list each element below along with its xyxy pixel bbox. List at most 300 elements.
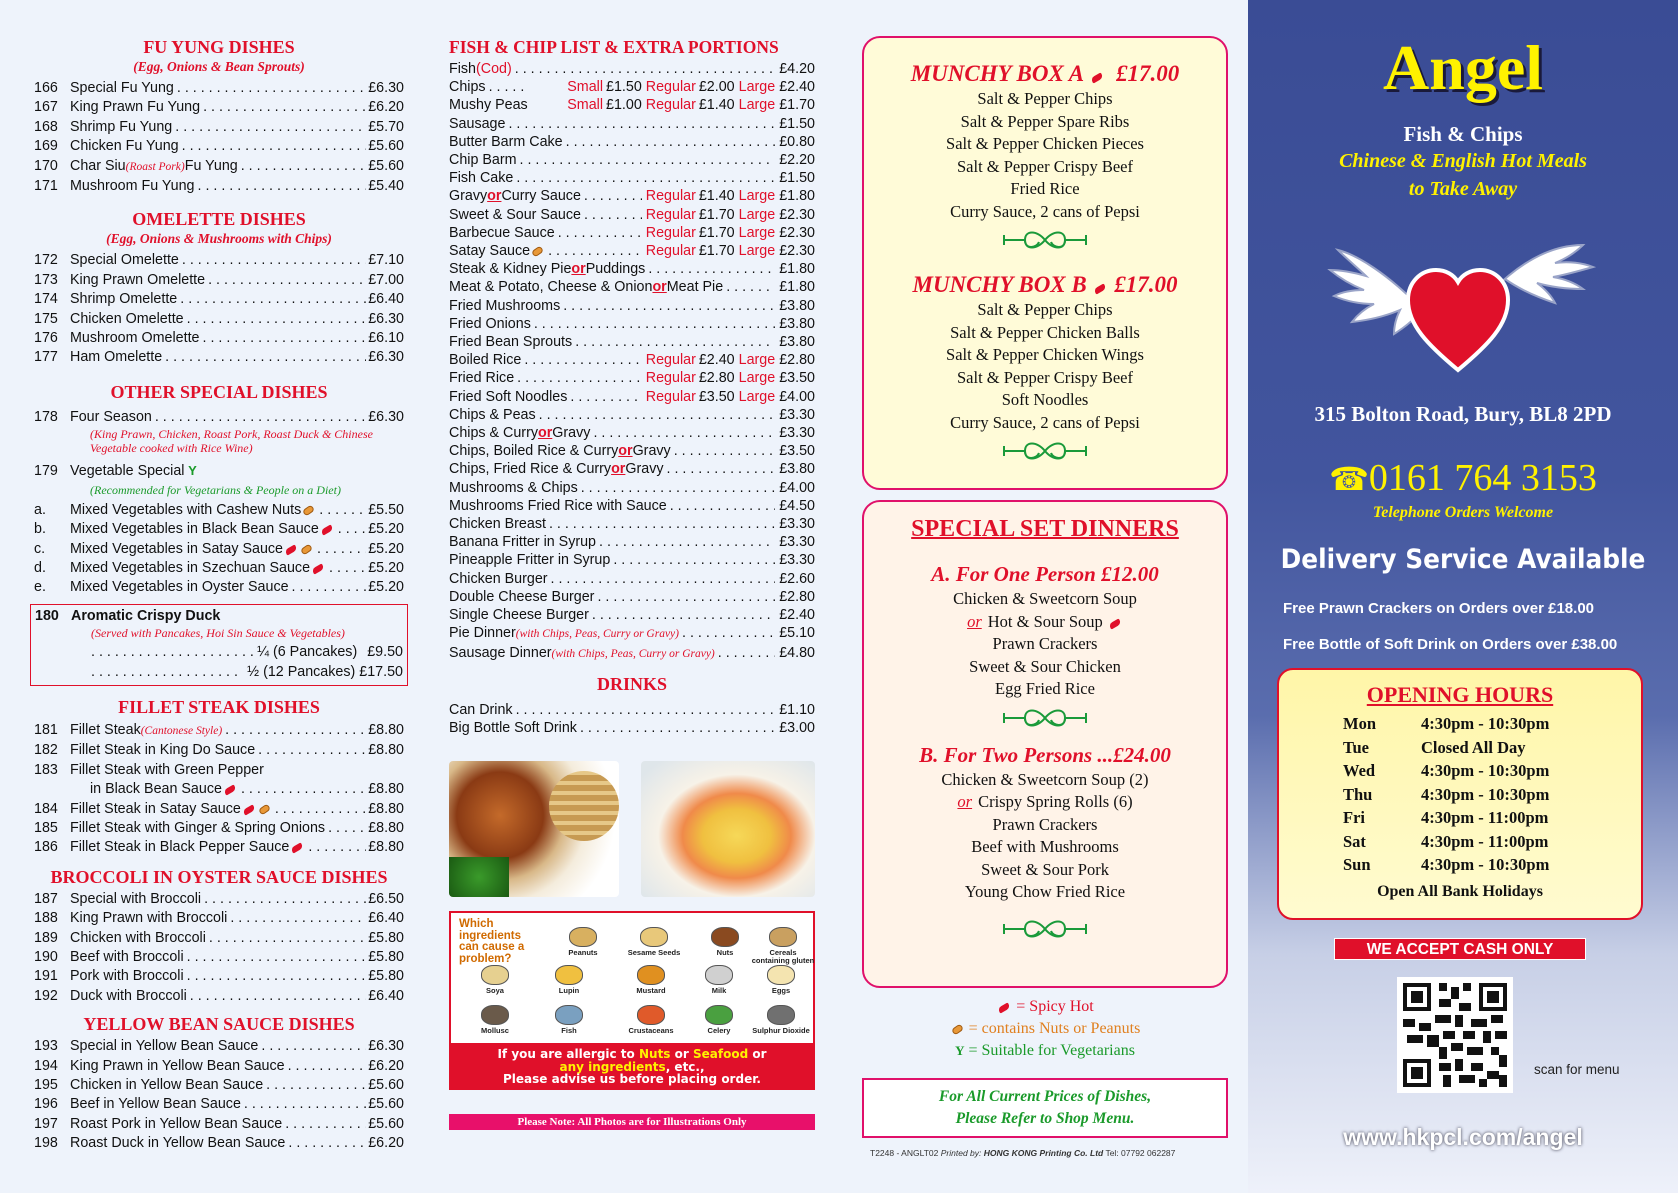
dots	[195, 177, 367, 196]
size-regular: Regular	[645, 370, 696, 387]
item-name: Special in Yellow Bean Sauce	[70, 1038, 259, 1055]
menu-item	[449, 297, 815, 315]
item-price: £1.80	[779, 188, 815, 205]
list-item	[864, 611, 1226, 634]
size-regular: Regular	[645, 224, 696, 241]
size-price: £1.50	[606, 79, 642, 96]
item-name-2: Fu Yung	[184, 157, 238, 174]
menu-item	[34, 310, 404, 329]
item-desc	[449, 60, 775, 78]
dots	[581, 187, 642, 205]
item-name: Double Cheese Burger	[449, 588, 595, 605]
item-name: Special Omelette	[70, 252, 179, 269]
item-price: £1.50	[779, 115, 815, 132]
menu-item	[449, 533, 815, 551]
list-item-text: Sweet & Sour Chicken	[969, 656, 1121, 676]
item-number: 166	[34, 80, 58, 96]
item-number: 177	[34, 349, 58, 366]
item-price: £1.70	[779, 97, 815, 114]
menu-item	[449, 701, 815, 719]
item-name: Mixed Vegetables in Black Bean Sauce	[70, 521, 319, 538]
offer-1: Free Prawn Crackers on Orders over £18.00	[1283, 600, 1595, 617]
item-desc	[70, 1115, 366, 1134]
item-name: Sausage Dinner	[449, 644, 552, 661]
allergen-label: Eggs	[771, 986, 791, 996]
size-price: £1.70	[698, 224, 735, 241]
brand-line-2: Chinese & English Hot Meals	[1339, 150, 1587, 172]
item-desc	[70, 501, 366, 520]
box-title: MUNCHY BOX A	[910, 61, 1083, 86]
item-price: £5.70	[368, 118, 404, 135]
menu-item	[449, 351, 815, 369]
list-item-text: Salt & Pepper Crispy Beef	[957, 367, 1133, 387]
allergen-label: Peanuts	[568, 948, 598, 958]
footer-company: HONG KONG Printing Co. Ltd	[983, 1148, 1104, 1158]
item-price: £2.40	[779, 607, 815, 624]
duck-half	[35, 663, 403, 682]
qr-code-icon	[1403, 983, 1507, 1087]
dots	[187, 987, 366, 1006]
list-item	[864, 111, 1226, 134]
item-name: Fillet Steak with Ginger & Spring Onions	[70, 819, 326, 836]
item-price: £8.80	[368, 742, 404, 759]
dots	[285, 1057, 367, 1076]
menu-item	[449, 78, 815, 96]
dots	[222, 721, 366, 740]
menu-item	[34, 909, 404, 928]
size-large: Large	[738, 97, 776, 114]
item-name: Chicken with Broccoli	[70, 929, 206, 946]
list-item	[864, 859, 1226, 882]
menu-item	[34, 157, 404, 177]
item-price: £6.30	[368, 1038, 404, 1055]
item-name: Big Bottle Soft Drink	[449, 719, 577, 736]
size-price: £2.80	[698, 370, 735, 387]
item-price: £3.80	[779, 297, 815, 314]
menu-item	[34, 177, 404, 196]
allergen-label: Lupin	[558, 986, 580, 996]
item-name-note: (Cod)	[476, 61, 512, 77]
item-price: £8.80	[368, 800, 404, 817]
dots	[335, 520, 366, 539]
or-text: or	[571, 261, 586, 278]
item-price: £6.30	[368, 408, 404, 425]
item-desc	[70, 290, 366, 309]
item-price: £1.80	[779, 279, 815, 296]
item-desc	[70, 1037, 366, 1056]
legend-text: = Suitable for Vegetarians	[968, 1042, 1135, 1059]
menu-item	[449, 406, 815, 424]
item-name: Chicken Omelette	[70, 310, 184, 327]
chili-icon	[1090, 72, 1103, 83]
item-desc	[449, 515, 775, 533]
list-item	[864, 412, 1226, 435]
menu-item	[34, 1037, 404, 1056]
photo-note: Please Note: All Photos are for Illustrations Only	[449, 1114, 815, 1130]
menu-item	[34, 118, 404, 137]
section-subtitle-omelette: (Egg, Onions & Mushrooms with Chips)	[106, 231, 332, 247]
item-name-2: Meat Pie	[666, 279, 724, 296]
menu-item	[34, 271, 404, 290]
hours-day: Fri	[1343, 808, 1365, 827]
item-name: Sausage	[449, 115, 506, 132]
chili-icon	[320, 524, 333, 535]
list-item	[864, 836, 1226, 859]
drinks-list	[449, 701, 815, 737]
dots	[238, 780, 366, 799]
item-name: Fried Rice	[449, 370, 515, 387]
item-desc	[449, 497, 775, 515]
item-desc	[449, 533, 775, 551]
item-price: £7.00	[368, 271, 404, 288]
dots	[184, 948, 367, 967]
dots	[305, 838, 366, 857]
column-fish-chips	[449, 36, 815, 1130]
phone	[1248, 456, 1678, 501]
dots	[723, 278, 775, 296]
menu-item	[34, 137, 404, 156]
item-name: Aromatic Crispy Duck	[71, 607, 221, 624]
list-item-text: Crispy Spring Rolls (6)	[978, 792, 1133, 811]
dots	[596, 533, 775, 551]
item-price: £1.10	[779, 701, 815, 718]
portion: ¼ (6 Pancakes)	[257, 644, 358, 661]
dots	[514, 369, 642, 387]
fish-list	[449, 60, 815, 663]
item-desc	[449, 701, 775, 719]
item-price: £3.80	[779, 315, 815, 332]
set-b-title: B. For Two Persons ...£24.00	[919, 742, 1171, 767]
item-price: £3.80	[779, 334, 815, 351]
item-name: Mixed Vegetables with Cashew Nuts	[70, 501, 302, 518]
dots	[282, 1115, 366, 1134]
item-number: 196	[34, 1096, 58, 1113]
item-desc	[70, 1057, 366, 1076]
item-name: Ham Omelette	[70, 349, 163, 366]
list-item	[864, 814, 1226, 837]
section-title-drinks: DRINKS	[596, 673, 667, 694]
item-desc	[449, 333, 775, 351]
size-large: Large	[738, 79, 776, 96]
warning-text: If you are allergic to	[497, 1047, 635, 1062]
allergen-crustaceans-icon	[637, 1005, 665, 1025]
chili-icon	[1108, 618, 1121, 629]
item-name: Chip Barm	[449, 152, 517, 169]
item-name-2: Puddings	[585, 261, 646, 278]
dots	[679, 624, 775, 642]
item-desc	[70, 559, 366, 578]
item-price: £3.30	[779, 425, 815, 442]
item-name: Chips & Curry	[449, 425, 538, 442]
item-name: Beef in Yellow Bean Sauce	[70, 1096, 241, 1113]
menu-item	[449, 719, 815, 737]
warning-etc: , etc.,	[665, 1059, 705, 1074]
item-desc	[449, 315, 775, 333]
item-price: £1.80	[779, 261, 815, 278]
item-name: Chicken Fu Yung	[70, 138, 179, 155]
set-dinners-panel	[862, 500, 1228, 988]
item-number: 192	[34, 987, 58, 1004]
phone-number[interactable]: 0161 764 3153	[1368, 457, 1597, 499]
item-number: 172	[34, 252, 58, 269]
section-title-broccoli: BROCCOLI IN OYSTER SAUCE DISHES	[50, 866, 388, 887]
item-name: Shrimp Omelette	[70, 291, 178, 308]
size-small: Small	[567, 79, 603, 96]
item-note: (Cantonese Style)	[140, 724, 223, 737]
item-name: Mixed Vegetables in Satay Sauce	[70, 540, 284, 557]
list-item	[864, 367, 1226, 390]
list-item	[864, 678, 1226, 701]
phone-note: Telephone Orders Welcome	[1372, 504, 1554, 521]
vegetarian-icon: Y	[184, 463, 197, 479]
size-large: Large	[738, 206, 776, 223]
allergen-sulphur-dioxide-icon	[767, 1005, 795, 1025]
item-note: (Served with Pancakes, Hoi Sin Sauce & Vegetables)	[91, 626, 345, 641]
menu-item-cont	[34, 780, 404, 799]
item-price: £3.30	[779, 406, 815, 423]
dots	[531, 315, 775, 333]
menu-item	[449, 151, 815, 169]
item-price: £2.30	[779, 224, 815, 241]
nut-icon	[951, 1023, 964, 1035]
list-item	[864, 344, 1226, 367]
offer-2: Free Bottle of Soft Drink on Orders over £38.00	[1283, 636, 1618, 653]
menu-item	[449, 588, 815, 606]
size-regular: Regular	[645, 79, 696, 96]
item-price: £17.50	[359, 663, 403, 680]
hours-time: 4:30pm - 10:30pm	[1421, 714, 1550, 733]
size-large: Large	[738, 188, 776, 205]
opening-hours-box	[1277, 668, 1643, 920]
dots	[545, 242, 642, 260]
portion: ½ (12 Pancakes)	[247, 663, 356, 680]
food-photo-noodles	[641, 761, 815, 897]
qr-code[interactable]	[1397, 977, 1513, 1093]
hours-row	[1279, 830, 1641, 854]
item-number: 181	[34, 721, 58, 738]
item-name: Mushroom Omelette	[70, 330, 200, 347]
item-name: Fried Bean Sprouts	[449, 334, 573, 351]
size-regular: Regular	[645, 97, 696, 114]
list-item	[864, 88, 1226, 111]
item-name: Butter Barm Cake	[449, 133, 563, 150]
item-desc	[449, 424, 775, 442]
menu-item-vegetable-special	[34, 461, 404, 481]
item-name: Can Drink	[449, 701, 513, 718]
item-desc	[449, 644, 775, 663]
hours-day: Tue	[1343, 737, 1369, 757]
item-name: Mushy Peas	[449, 97, 528, 114]
item-price: £3.00	[779, 719, 815, 736]
menu-item	[34, 890, 404, 909]
item-desc	[449, 479, 775, 497]
item-desc	[449, 133, 775, 151]
item-price: £6.20	[368, 1057, 404, 1074]
warning-nuts: Nuts	[638, 1047, 671, 1062]
menu-item	[449, 133, 815, 151]
menu-item	[34, 348, 404, 367]
dots	[201, 890, 366, 909]
item-price: £8.80	[368, 839, 404, 856]
item-note: (with Chips, Peas, Curry or Gravy)	[551, 647, 715, 660]
item-number: 189	[34, 929, 58, 946]
item-desc	[449, 224, 642, 242]
item-desc	[449, 369, 642, 387]
or-text: or	[957, 792, 973, 811]
allergen-eggs-icon	[767, 965, 795, 985]
item-name: Fillet Steak	[70, 721, 141, 738]
item-desc	[449, 388, 642, 406]
list-item	[864, 633, 1226, 656]
menu-item	[449, 388, 815, 406]
menu-item-four-season	[34, 408, 404, 427]
item-price: £6.40	[368, 291, 404, 308]
munchy-box-b-list	[864, 299, 1226, 434]
item-desc	[70, 721, 366, 741]
menu-item	[34, 79, 404, 98]
item-desc	[70, 890, 366, 909]
prices-line-1: For All Current Prices of Dishes,	[938, 1088, 1152, 1105]
phone-icon: ☎	[1329, 461, 1369, 497]
item-price: £5.60	[368, 1077, 404, 1094]
list-item	[864, 178, 1226, 201]
item-desc	[70, 948, 366, 967]
item-desc	[449, 588, 775, 606]
dots	[645, 260, 775, 278]
item-name: Roast Pork in Yellow Bean Sauce	[70, 1115, 283, 1132]
item-desc	[449, 115, 775, 133]
menu-item	[34, 329, 404, 348]
item-price: £3.50	[779, 443, 815, 460]
menu-item	[34, 1115, 404, 1134]
item-desc	[449, 242, 642, 260]
allergen-panel	[449, 911, 815, 1045]
item-name: Roast Duck in Yellow Bean Sauce	[70, 1135, 286, 1152]
hours-row	[1279, 806, 1641, 830]
menu-item	[34, 838, 404, 857]
delivery: Delivery Service Available	[1280, 544, 1646, 575]
scan-for-menu: scan for menu	[1534, 1062, 1620, 1077]
item-desc	[449, 151, 775, 169]
menu-item	[449, 369, 815, 387]
aromatic-duck-box	[30, 604, 408, 686]
menu-item	[449, 333, 815, 351]
website[interactable]: www.hkpcl.com/angel	[1343, 1124, 1583, 1150]
item-number: 194	[34, 1057, 58, 1074]
item-number: 167	[34, 99, 58, 116]
item-desc	[449, 297, 775, 315]
legend-text: = contains Nuts or Peanuts	[968, 1020, 1141, 1037]
item-price: £5.80	[368, 929, 404, 946]
menu-item	[449, 169, 815, 187]
item-desc	[70, 1095, 366, 1114]
item-note: (with Chips, Peas, Curry or Gravy)	[515, 628, 679, 641]
item-desc	[70, 909, 366, 928]
allergen-label: Mollusc	[481, 1026, 509, 1036]
section-title-yellow-bean: YELLOW BEAN SAUCE DISHES	[83, 1014, 355, 1035]
dots	[513, 701, 776, 719]
dots	[513, 169, 775, 187]
list-item-text: Salt & Pepper Chicken Balls	[950, 322, 1140, 342]
item-name: Barbecue Sauce	[449, 224, 555, 241]
item-name-2: Gravy	[552, 425, 591, 442]
opening-hours-title: OPENING HOURS	[1366, 682, 1554, 707]
dots	[589, 606, 775, 624]
item-desc	[70, 761, 404, 780]
item-name: Mushrooms Fried Rice with Sauce	[449, 497, 667, 514]
menu-item-aromatic-duck	[35, 607, 403, 626]
item-name-2: Gravy	[632, 443, 671, 460]
dots	[263, 1076, 366, 1095]
menu-item	[34, 501, 404, 520]
nut-icon	[531, 246, 544, 258]
size-regular: Regular	[645, 388, 696, 405]
item-desc	[70, 780, 366, 799]
item-name: Vegetable Special	[70, 463, 185, 480]
list-item	[864, 769, 1226, 792]
item-desc	[449, 624, 775, 643]
size-price: £1.70	[698, 243, 735, 260]
brand-logo: Angel	[1383, 32, 1543, 103]
item-desc	[70, 578, 366, 597]
allergen-milk-icon	[705, 965, 733, 985]
hours-row	[1279, 759, 1641, 783]
chili-icon	[1094, 283, 1107, 294]
bank-holidays: Open All Bank Holidays	[1377, 882, 1543, 900]
item-name: Fish Cake	[449, 170, 514, 187]
menu-item	[449, 96, 815, 114]
or-text: or	[537, 425, 553, 442]
or-text: or	[652, 279, 667, 296]
item-price: £6.50	[368, 890, 404, 907]
item-name: Chicken in Yellow Bean Sauce	[70, 1077, 264, 1094]
dots	[255, 741, 366, 760]
item-desc	[70, 800, 366, 819]
menu-item	[34, 251, 404, 270]
item-name: Chicken Burger	[449, 570, 548, 587]
item-price: £0.80	[779, 133, 815, 150]
item-desc	[449, 278, 775, 296]
dots	[546, 515, 775, 533]
menu-item	[449, 115, 815, 133]
chili-icon	[291, 843, 304, 854]
list-item-text: Fried Rice	[1010, 179, 1080, 198]
item-name: Fried Mushrooms	[449, 297, 561, 314]
legend	[862, 996, 1228, 1062]
menu-item	[449, 442, 815, 460]
list-item-text: Chicken & Sweetcorn Soup	[953, 589, 1137, 608]
menu-item	[449, 224, 815, 242]
item-number: 174	[34, 291, 58, 308]
dots	[325, 819, 366, 838]
chili-icon	[284, 544, 297, 555]
allergen-label: Soya	[486, 986, 504, 996]
photo-row	[449, 761, 815, 897]
menu-item	[449, 606, 815, 624]
menu-item	[449, 497, 815, 515]
food-photo-duck	[449, 761, 619, 897]
menu-item	[449, 515, 815, 533]
item-desc	[70, 79, 366, 98]
menu-item	[449, 315, 815, 333]
size-large: Large	[738, 352, 776, 369]
dots	[177, 290, 366, 309]
item-name-2: Curry Sauce	[501, 188, 581, 205]
item-name: Fillet Steak with Green Pepper	[70, 761, 264, 778]
warning-seafood: Seafood	[693, 1047, 749, 1062]
dots	[578, 479, 776, 497]
item-name: Chips, Fried Rice & Curry	[449, 461, 612, 478]
